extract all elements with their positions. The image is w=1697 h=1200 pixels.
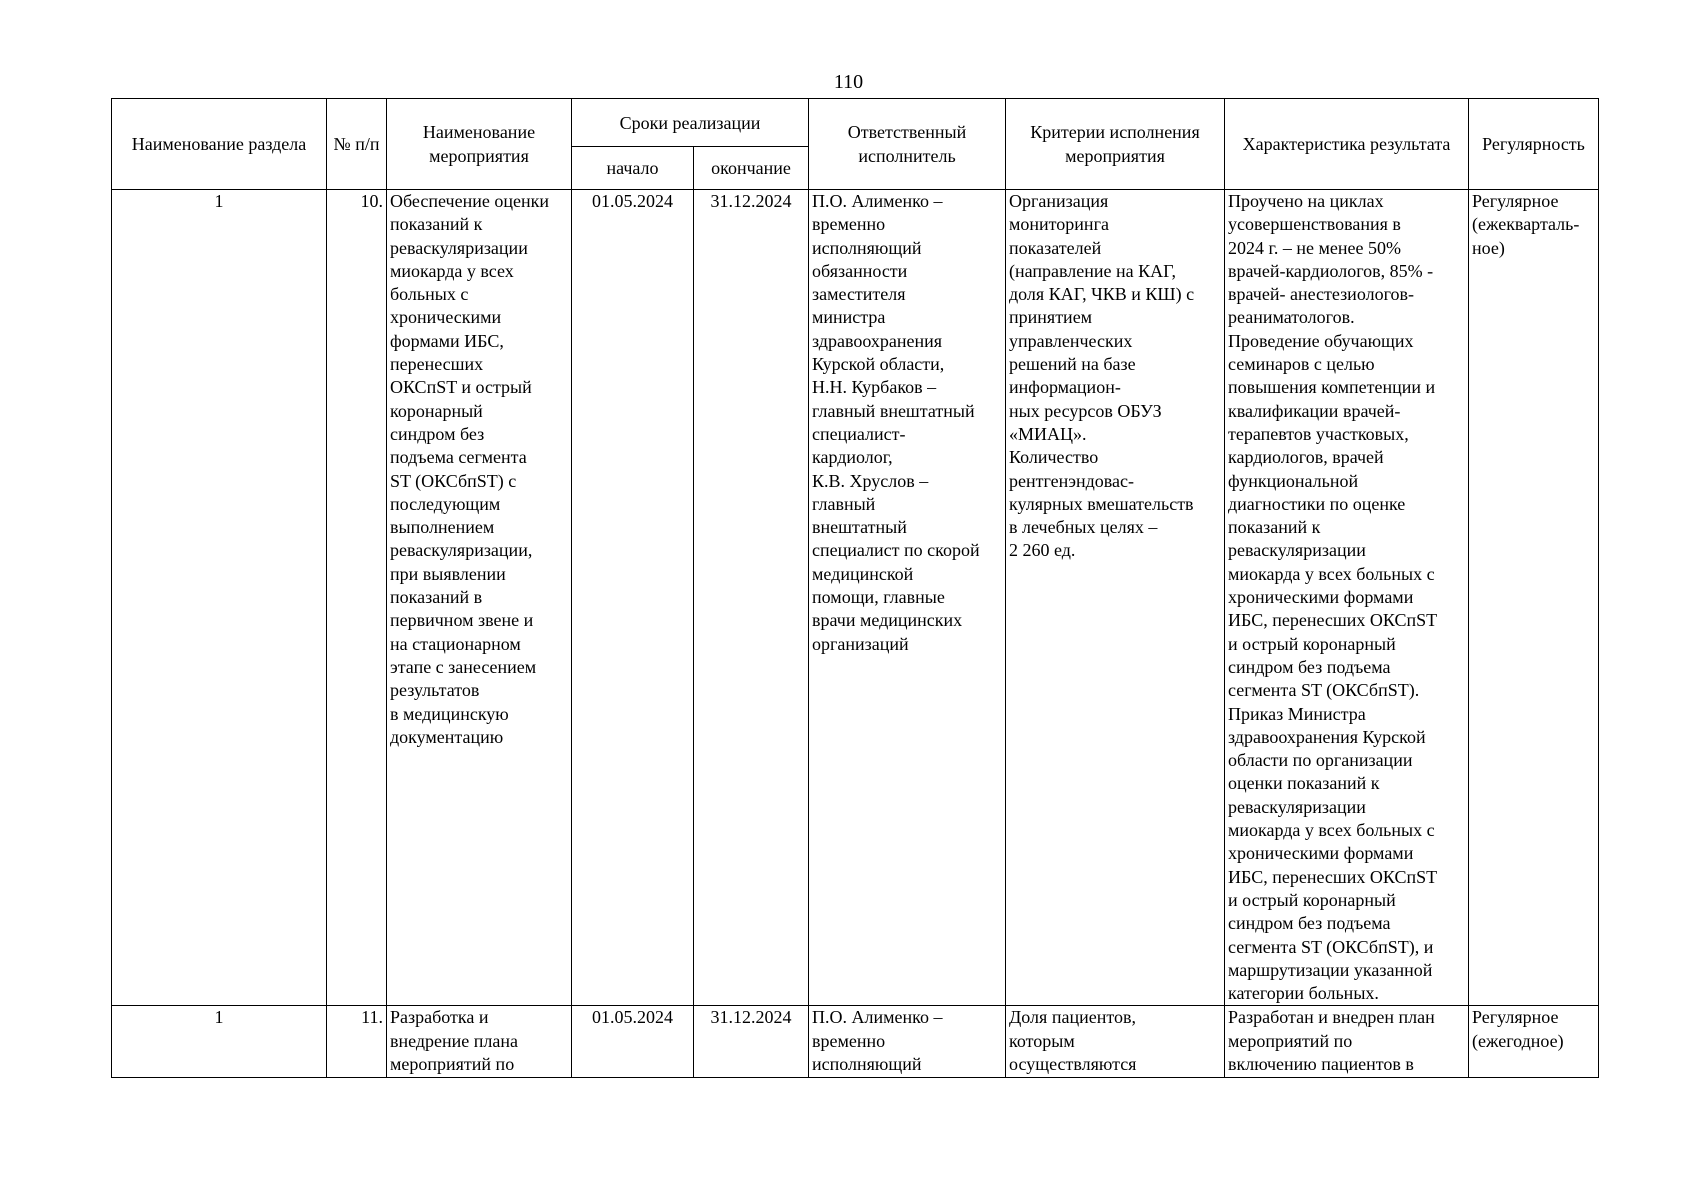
cell-section xyxy=(112,1006,327,1078)
header-timing: Сроки реализации xyxy=(572,99,809,147)
cell-start-text: 01.05.2024 xyxy=(592,1007,673,1028)
events-table xyxy=(111,98,1599,1078)
cell-event xyxy=(387,1006,572,1078)
cell-section: 1 xyxy=(112,190,327,1006)
header-end: окончание xyxy=(694,147,809,190)
header-result: Характеристика результата xyxy=(1225,99,1469,190)
cell-result xyxy=(1225,1006,1469,1078)
cell-criteria: Организация мониторинга показателей (направление на КАГ, доля КАГ, ЧКВ и КШ) с принятием управленческих решений на базе информацион- ных ресурсов ОБУЗ «МИАЦ». Количество рентгенэндовас- кулярных вмешательств в лечебных целях – 2 260 ед. xyxy=(1006,190,1225,1006)
cell-regularity: Регулярное (ежекварталь- ное) xyxy=(1469,190,1599,1006)
header-criteria: Критерии исполнения мероприятия xyxy=(1006,99,1225,190)
cell-result-text: Разработан и внедрен план мероприятий по включению пациентов в xyxy=(1228,1007,1435,1074)
cell-responsible: П.О. Алименко – временно исполняющий обязанности заместителя министра здравоохранения Курской области, Н.Н. Курбаков – главный внештатный специалист- кардиолог, К.В. Хруслов – главный внештатный специалист по скорой медицинской помощи, главные врачи медицинских организаций xyxy=(809,190,1006,1006)
header-number: № п/п xyxy=(327,99,387,190)
cell-number: 10. xyxy=(327,190,387,1006)
cell-criteria-text: Доля пациентов, которым осуществляются xyxy=(1009,1007,1137,1074)
cell-start xyxy=(572,1006,694,1078)
cell-number xyxy=(327,1006,387,1078)
header-start: начало xyxy=(572,147,694,190)
cell-end: 31.12.2024 xyxy=(694,190,809,1006)
cell-event: Обеспечение оценки показаний к реваскуляризации миокарда у всех больных с хроническими формами ИБС, перенесших ОКСпST и острый коронарный синдром без подъема сегмента ST (ОКСбпST) с последующим выполнением реваскуляризации, при выявлении показаний в первичном звене и на стационарном этапе с занесением результатов в медицинскую документацию xyxy=(387,190,572,1006)
page-number: 110 xyxy=(833,71,864,93)
header-responsible: Ответственный исполнитель xyxy=(809,99,1006,190)
header-regularity: Регулярность xyxy=(1469,99,1599,190)
cell-end xyxy=(694,1006,809,1078)
cell-responsible xyxy=(809,1006,1006,1078)
header-section: Наименование раздела xyxy=(112,99,327,190)
table-row xyxy=(112,190,1599,1006)
cell-event-text: Разработка и внедрение плана мероприятий по xyxy=(390,1007,519,1074)
cell-start: 01.05.2024 xyxy=(572,190,694,1006)
cell-criteria xyxy=(1006,1006,1225,1078)
cell-result: Проучено на циклах усовершенствования в 2024 г. – не менее 50% врачей-кардиологов, 85% - врачей- анестезиологов- реаниматологов. Проведение обучающих семинаров с целью повышения компетенции и квалификации врачей- терапевтов участковых, кардиологов, врачей функциональной диагностики по оценке показаний к реваскуляризации миокарда у всех больных с хроническими формами ИБС, перенесших ОКСпST и острый коронарный синдром без подъема сегмента ST (ОКСбпST). Приказ Министра здравоохранения Курской области по организации оценки показаний к реваскуляризации миокарда у всех больных с хроническими формами ИБС, перенесших ОКСпST и острый коронарный синдром без подъема сегмента ST (ОКСбпST), и маршрутизации указанной категории больных. xyxy=(1225,190,1469,1006)
cell-end-text: 31.12.2024 xyxy=(710,1007,792,1028)
cell-section-text: 1 xyxy=(214,1007,224,1028)
cell-regularity xyxy=(1469,1006,1599,1078)
cell-regularity-text: Регулярное (ежегодное) xyxy=(1472,1007,1564,1051)
table-row xyxy=(112,1006,1599,1078)
cell-number-text: 11. xyxy=(361,1007,383,1028)
header-event: Наименование мероприятия xyxy=(387,99,572,190)
cell-responsible-text: П.О. Алименко – временно исполняющий xyxy=(812,1007,943,1074)
